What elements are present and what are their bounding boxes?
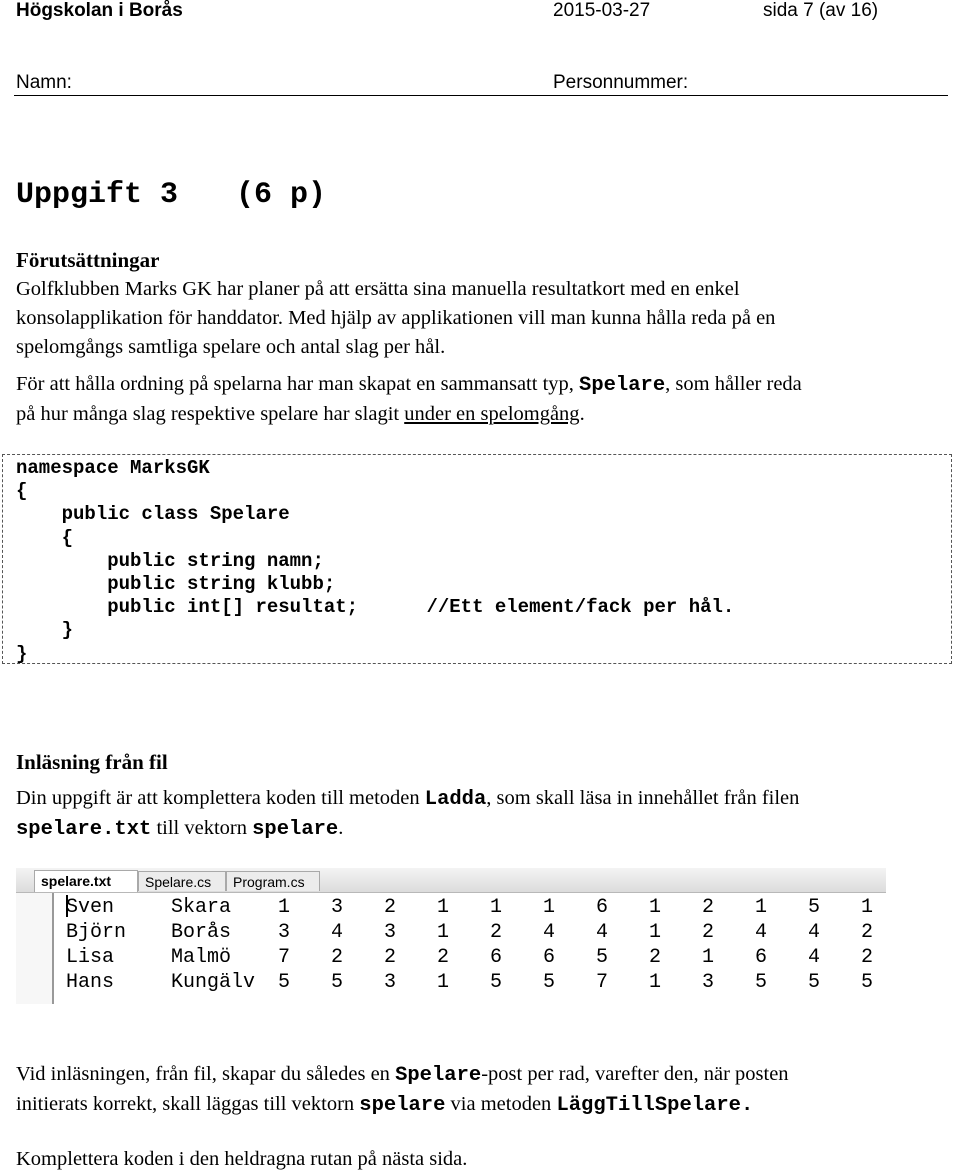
club-cell: Skara xyxy=(171,896,232,919)
inline-code-filename: spelare.txt xyxy=(16,818,152,841)
club-cell: Malmö xyxy=(171,946,232,969)
editor-screenshot xyxy=(16,868,886,1004)
score-cell: 1 xyxy=(543,896,556,919)
player-name-cell: Hans xyxy=(66,971,115,994)
code-line: { xyxy=(16,526,74,549)
score-cell: 4 xyxy=(808,921,821,944)
final-instruction: Komplettera koden i den heldragna rutan på nästa sida. xyxy=(16,1148,468,1170)
task-title: Uppgift 3 xyxy=(16,178,179,212)
score-cell: 5 xyxy=(596,946,609,969)
score-cell: 2 xyxy=(437,946,450,969)
code-line: } xyxy=(16,642,28,665)
score-cell: 7 xyxy=(278,946,291,969)
text-run: , som håller reda xyxy=(665,373,802,395)
code-line: public int[] resultat; //Ett element/fack per hål. xyxy=(16,596,735,619)
code-line: public string namn; xyxy=(16,549,324,572)
score-cell: 3 xyxy=(384,921,397,944)
text-run: . xyxy=(338,817,344,839)
score-cell: 5 xyxy=(490,971,503,994)
inline-code-method: LäggTillSpelare. xyxy=(556,1094,754,1117)
score-cell: 2 xyxy=(331,946,344,969)
score-cell: 4 xyxy=(596,921,609,944)
text-run: på hur många slag respektive spelare har slagit xyxy=(16,403,405,425)
score-cell: 5 xyxy=(543,971,556,994)
score-cell: 5 xyxy=(808,896,821,919)
document-date: 2015-03-27 xyxy=(553,0,651,21)
paragraph-line xyxy=(16,1060,946,1090)
inline-code-vector: spelare xyxy=(252,818,339,841)
score-cell: 1 xyxy=(437,971,450,994)
code-line: { xyxy=(16,480,28,503)
score-cell: 5 xyxy=(808,971,821,994)
tab-spelare-txt[interactable]: spelare.txt xyxy=(34,870,138,892)
score-cell: 1 xyxy=(861,896,874,919)
file-row xyxy=(16,970,886,995)
inline-code-spelare: Spelare xyxy=(579,374,666,397)
editor-tab-bar xyxy=(16,868,886,893)
score-cell: 1 xyxy=(437,921,450,944)
score-cell: 2 xyxy=(649,946,662,969)
section-heading-prerequisites: Förutsättningar xyxy=(16,248,160,272)
text-run: . xyxy=(579,403,585,425)
score-cell: 1 xyxy=(437,896,450,919)
score-cell: 2 xyxy=(702,896,715,919)
score-cell: 6 xyxy=(490,946,503,969)
header-rule xyxy=(14,95,948,96)
score-cell: 7 xyxy=(596,971,609,994)
section-heading-file-reading: Inläsning från fil xyxy=(16,750,168,774)
text-run: via metoden xyxy=(445,1093,557,1115)
score-cell: 6 xyxy=(755,946,768,969)
code-line: public string klubb; xyxy=(16,573,336,596)
paragraph-line: spelomgångs samtliga spelare och antal slag per hål. xyxy=(16,336,446,358)
file-row xyxy=(16,920,886,945)
text-run: , som skall läsa in innehållet från filen xyxy=(486,787,800,809)
text-run: För att hålla ordning på spelarna har man skapat en sammansatt typ, xyxy=(16,373,580,395)
inline-code-spelare: Spelare xyxy=(395,1064,482,1087)
task-paragraph xyxy=(16,784,946,844)
score-cell: 1 xyxy=(702,946,715,969)
score-cell: 4 xyxy=(543,921,556,944)
score-cell: 5 xyxy=(755,971,768,994)
code-line: namespace MarksGK xyxy=(16,457,210,479)
task-points: (6 p) xyxy=(236,178,327,212)
score-cell: 4 xyxy=(755,921,768,944)
score-cell: 4 xyxy=(808,946,821,969)
page-number: sida 7 (av 16) xyxy=(763,0,879,21)
score-cell: 1 xyxy=(278,896,291,919)
code-line: public class Spelare xyxy=(16,503,290,526)
text-run: initierats korrekt, skall läggas till vektorn xyxy=(16,1093,360,1115)
name-label: Namn: xyxy=(16,72,72,93)
player-name-cell: Lisa xyxy=(66,946,115,969)
score-cell: 2 xyxy=(861,946,874,969)
tab-program-cs[interactable]: Program.cs xyxy=(226,871,320,891)
reading-paragraph xyxy=(16,1060,946,1120)
score-cell: 1 xyxy=(649,971,662,994)
code-listing xyxy=(16,457,734,666)
inline-code-ladda: Ladda xyxy=(424,788,487,811)
paragraph-line xyxy=(16,814,946,844)
inline-code-vector: spelare xyxy=(359,1094,446,1117)
score-cell: 3 xyxy=(702,971,715,994)
personnummer-label: Personnummer: xyxy=(553,72,689,93)
score-cell: 1 xyxy=(755,896,768,919)
text-run: Din uppgift är att komplettera koden till metoden xyxy=(16,787,425,809)
score-cell: 5 xyxy=(331,971,344,994)
code-line: } xyxy=(16,619,74,642)
score-cell: 4 xyxy=(331,921,344,944)
score-cell: 5 xyxy=(278,971,291,994)
file-row xyxy=(16,895,886,920)
score-cell: 6 xyxy=(543,946,556,969)
score-cell: 1 xyxy=(490,896,503,919)
paragraph-line xyxy=(16,784,946,814)
paragraph-line xyxy=(16,370,946,400)
score-cell: 3 xyxy=(384,971,397,994)
text-run: -post per rad, varefter den, när posten xyxy=(481,1063,789,1085)
player-name-cell: Sven xyxy=(66,896,115,919)
text-run: Vid inläsningen, från fil, skapar du således en xyxy=(16,1063,396,1085)
tab-spelare-cs[interactable]: Spelare.cs xyxy=(138,871,226,891)
score-cell: 1 xyxy=(649,921,662,944)
score-cell: 6 xyxy=(596,896,609,919)
score-cell: 2 xyxy=(490,921,503,944)
underlined-text: under en spelomgång xyxy=(404,403,580,425)
player-name-cell: Björn xyxy=(66,921,127,944)
score-cell: 2 xyxy=(384,896,397,919)
paragraph-line xyxy=(16,400,946,429)
score-cell: 1 xyxy=(649,896,662,919)
file-row xyxy=(16,945,886,970)
score-cell: 2 xyxy=(861,921,874,944)
score-cell: 2 xyxy=(384,946,397,969)
paragraph-line xyxy=(16,1090,946,1120)
score-cell: 3 xyxy=(331,896,344,919)
paragraph-line: konsolapplikation för handdator. Med hjälp av applikationen vill man kunna hålla reda på en xyxy=(16,307,776,329)
text-run: till vektorn xyxy=(151,817,253,839)
club-cell: Kungälv xyxy=(171,971,256,994)
paragraph-line: Golfklubben Marks GK har planer på att ersätta sina manuella resultatkort med en enkel xyxy=(16,278,740,300)
score-cell: 2 xyxy=(702,921,715,944)
score-cell: 5 xyxy=(861,971,874,994)
type-paragraph xyxy=(16,370,946,429)
club-cell: Borås xyxy=(171,921,232,944)
school-name: Högskolan i Borås xyxy=(16,0,183,21)
intro-paragraph xyxy=(16,275,946,362)
score-cell: 3 xyxy=(278,921,291,944)
